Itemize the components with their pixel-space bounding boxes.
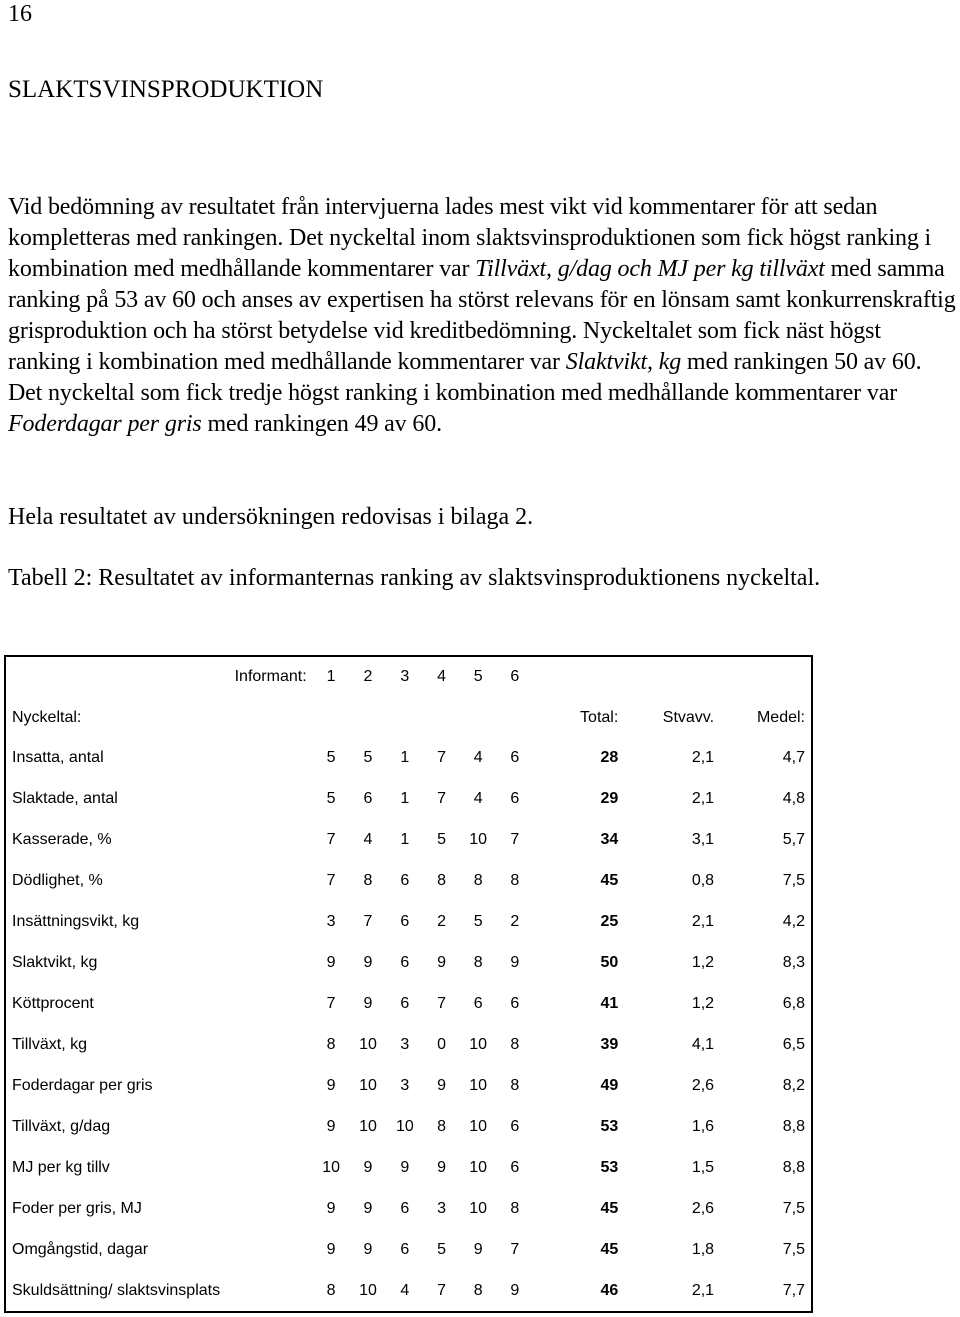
informant-score: 7 (326, 994, 336, 1012)
informant-score: 1 (400, 830, 410, 848)
total-value: 46 (600, 1281, 619, 1299)
informant-score: 9 (437, 1158, 446, 1176)
informant-score: 3 (326, 912, 336, 930)
ranking-table (4, 655, 813, 1311)
total-value: 45 (600, 871, 619, 889)
nyckeltal-name: Köttprocent (12, 994, 94, 1012)
medel-value: 7,7 (782, 1281, 805, 1299)
informant-score: 10 (469, 1158, 488, 1176)
stavv-value: 0,8 (691, 871, 715, 889)
informant-score: 6 (473, 994, 483, 1012)
total-value: 45 (600, 1199, 619, 1217)
informant-score: 9 (473, 1240, 483, 1258)
column-header-row (4, 699, 813, 737)
informant-score: 6 (510, 1158, 520, 1176)
informant-score: 5 (437, 830, 446, 848)
informant-score: 9 (437, 1076, 446, 1094)
informant-score: 4 (473, 748, 483, 766)
stavv-value: 1,6 (691, 1117, 715, 1135)
informant-score: 5 (437, 1240, 446, 1258)
informant-score: 7 (510, 1240, 520, 1258)
informant-score: 8 (473, 1281, 483, 1299)
informant-score: 4 (473, 789, 483, 807)
informant-score: 0 (437, 1035, 446, 1053)
stavv-value: 1,8 (691, 1240, 715, 1258)
table-row (4, 778, 813, 819)
informant-score: 6 (363, 789, 373, 807)
medel-value: 7,5 (782, 871, 805, 889)
informant-score: 10 (469, 1035, 488, 1053)
empty-cell (533, 655, 624, 699)
nyckeltal-name: Foder per gris, MJ (12, 1199, 142, 1217)
medel-value: 7,5 (782, 1199, 805, 1217)
empty-cell (313, 699, 350, 737)
nyckeltal-name: Insatta, antal (12, 748, 104, 766)
stavv-value: 3,1 (691, 830, 715, 848)
medel-value: 8,8 (782, 1158, 805, 1176)
informant-score: 10 (469, 830, 488, 848)
empty-cell (460, 699, 497, 737)
informant-score: 10 (359, 1076, 377, 1094)
informant-score: 5 (326, 789, 336, 807)
table-row (4, 1147, 813, 1188)
nyckeltal-name: Insättningsvikt, kg (12, 912, 140, 930)
paragraph-text-4: med rankingen 49 av 60. (201, 411, 442, 437)
total-header: Total: (580, 709, 619, 726)
stavv-value: 4,1 (691, 1035, 715, 1053)
informant-score: 6 (400, 953, 410, 971)
total-value: 45 (600, 1240, 619, 1258)
informant-label: Informant: (234, 668, 307, 685)
nyckeltal-name: Foderdagar per gris (12, 1076, 153, 1094)
informant-score: 10 (469, 1117, 488, 1135)
informant-score: 7 (437, 789, 446, 807)
informant-score: 7 (363, 912, 373, 930)
informant-score: 6 (400, 994, 410, 1012)
table-row (4, 1106, 813, 1147)
table-row (4, 901, 813, 942)
informant-header-row (4, 655, 813, 699)
medel-header: Medel: (756, 709, 805, 726)
informant-score: 9 (363, 994, 373, 1012)
informant-score: 4 (400, 1281, 410, 1299)
medel-value: 4,2 (782, 912, 805, 930)
informant-score: 10 (359, 1281, 377, 1299)
table-row (4, 860, 813, 901)
informant-3: 3 (400, 668, 410, 685)
informant-score: 6 (400, 871, 410, 889)
informant-score: 8 (326, 1281, 336, 1299)
informant-score: 6 (510, 748, 520, 766)
informant-score: 4 (363, 830, 373, 848)
informant-score: 6 (510, 789, 520, 807)
total-value: 39 (600, 1035, 619, 1053)
informant-score: 2 (437, 912, 446, 930)
informant-score: 9 (326, 953, 336, 971)
empty-cell (386, 699, 423, 737)
stavv-header: Stvavv. (662, 709, 715, 726)
paragraph-text-3: med rankingen 50 av 60. Det nyckeltal som fick tredje högst ranking i kombination med medhållande kommentarer var (8, 349, 922, 406)
informant-6: 6 (510, 668, 520, 685)
informant-score: 8 (473, 953, 483, 971)
empty-cell (497, 699, 533, 737)
empty-cell (720, 655, 813, 699)
stavv-value: 1,2 (691, 953, 715, 971)
informant-score: 7 (326, 871, 336, 889)
informant-score: 8 (510, 871, 520, 889)
informant-score: 3 (437, 1199, 446, 1217)
informant-score: 9 (363, 1158, 373, 1176)
informant-score: 5 (326, 748, 336, 766)
nyckeltal-name: Tillväxt, kg (12, 1035, 87, 1053)
informant-2: 2 (363, 668, 373, 685)
total-value: 29 (600, 789, 619, 807)
emphasis-key-figure-1: Tillväxt, g/dag och MJ per kg tillväxt (475, 256, 825, 282)
total-value: 50 (600, 953, 619, 971)
informant-score: 8 (473, 871, 483, 889)
medel-value: 8,8 (782, 1117, 805, 1135)
informant-score: 10 (469, 1199, 488, 1217)
total-value: 49 (600, 1076, 619, 1094)
informant-score: 1 (400, 748, 410, 766)
medel-value: 6,8 (782, 994, 805, 1012)
informant-4: 4 (437, 668, 446, 685)
informant-score: 9 (363, 953, 373, 971)
informant-score: 8 (510, 1076, 520, 1094)
informant-score: 10 (395, 1117, 414, 1135)
total-value: 53 (600, 1158, 619, 1176)
stavv-value: 2,1 (691, 1281, 715, 1299)
informant-score: 9 (400, 1158, 410, 1176)
informant-score: 9 (326, 1199, 336, 1217)
informant-score: 9 (326, 1117, 336, 1135)
informant-5: 5 (473, 668, 483, 685)
nyckeltal-name: Slaktvikt, kg (12, 953, 98, 971)
informant-1: 1 (326, 668, 336, 685)
table-row (4, 737, 813, 778)
nyckeltal-name: MJ per kg tillv (12, 1158, 110, 1176)
section-heading: SLAKTSVINSPRODUKTION (8, 76, 324, 103)
total-value: 41 (600, 994, 619, 1012)
informant-score: 6 (400, 1240, 410, 1258)
informant-score: 10 (469, 1076, 488, 1094)
empty-cell (624, 655, 720, 699)
medel-value: 5,7 (782, 830, 805, 848)
table-caption: Tabell 2: Resultatet av informanternas ranking av slaktsvinsproduktionens nyckeltal. (8, 565, 821, 591)
ranking-table-body (4, 655, 813, 1311)
total-value: 25 (600, 912, 619, 930)
table-row (4, 819, 813, 860)
informant-score: 2 (510, 912, 520, 930)
informant-score: 9 (363, 1199, 373, 1217)
informant-score: 6 (400, 912, 410, 930)
paragraph-text-1: Vid bedömning av resultatet från intervjuerna lades mest vikt vid kommentarer för att sedan kompletteras med rankingen. Det nyckeltal inom slaktsvinsproduktionen som fick högst ranking i kombination med medhållande kommentarer var (8, 194, 932, 282)
medel-value: 8,3 (782, 953, 805, 971)
informant-score: 8 (363, 871, 373, 889)
informant-score: 7 (437, 1281, 446, 1299)
empty-cell (350, 699, 387, 737)
total-value: 28 (600, 748, 619, 766)
informant-score: 3 (400, 1076, 410, 1094)
informant-score: 6 (510, 994, 520, 1012)
informant-score: 7 (437, 748, 446, 766)
medel-value: 7,5 (782, 1240, 805, 1258)
page-number: 16 (8, 1, 32, 27)
stavv-value: 2,1 (691, 748, 715, 766)
informant-score: 1 (400, 789, 410, 807)
medel-value: 4,8 (782, 789, 805, 807)
informant-score: 10 (322, 1158, 340, 1176)
table-row (4, 1188, 813, 1229)
informant-score: 8 (510, 1035, 520, 1053)
informant-score: 8 (437, 1117, 446, 1135)
informant-score: 9 (510, 1281, 520, 1299)
emphasis-key-figure-3: Foderdagar per gris (8, 411, 202, 437)
informant-score: 6 (510, 1117, 520, 1135)
stavv-value: 1,5 (691, 1158, 715, 1176)
table-row (4, 983, 813, 1024)
result-note: Hela resultatet av undersökningen redovisas i bilaga 2. (8, 504, 534, 530)
informant-score: 7 (326, 830, 336, 848)
table-row (4, 942, 813, 983)
informant-score: 8 (510, 1199, 520, 1217)
informant-score: 8 (326, 1035, 336, 1053)
informant-score: 3 (400, 1035, 410, 1053)
total-value: 34 (600, 830, 619, 848)
informant-score: 7 (510, 830, 520, 848)
informant-score: 5 (473, 912, 483, 930)
nyckeltal-header: Nyckeltal: (12, 709, 82, 726)
informant-score: 10 (359, 1035, 377, 1053)
informant-score: 9 (326, 1240, 336, 1258)
nyckeltal-name: Omgångstid, dagar (12, 1240, 149, 1258)
table-row (4, 1024, 813, 1065)
stavv-value: 1,2 (691, 994, 715, 1012)
informant-score: 6 (400, 1199, 410, 1217)
informant-score: 9 (437, 953, 446, 971)
nyckeltal-name: Slaktade, antal (12, 789, 118, 807)
body-paragraph (8, 192, 958, 440)
stavv-value: 2,6 (691, 1199, 715, 1217)
nyckeltal-name: Dödlighet, % (12, 871, 103, 889)
stavv-value: 2,1 (691, 912, 715, 930)
paragraph-text-2: med samma ranking på 53 av 60 och anses av expertisen ha störst relevans för en lönsam samt konkurrenskraftig grisproduktion och ha störst betydelse vid kreditbedömning. Nyckeltalet som fick näst högst ranking i kombination med medhållande kommentarer var (8, 256, 956, 375)
stavv-value: 2,1 (691, 789, 715, 807)
table-row (4, 1229, 813, 1270)
medel-value: 6,5 (782, 1035, 805, 1053)
informant-score: 10 (359, 1117, 377, 1135)
total-value: 53 (600, 1117, 619, 1135)
nyckeltal-name: Kasserade, % (12, 830, 112, 848)
stavv-value: 2,6 (691, 1076, 715, 1094)
nyckeltal-name: Skuldsättning/ slaktsvinsplats (12, 1281, 221, 1299)
informant-score: 9 (363, 1240, 373, 1258)
informant-score: 5 (363, 748, 373, 766)
table-row (4, 1270, 813, 1311)
informant-score: 9 (326, 1076, 336, 1094)
emphasis-key-figure-2: Slaktvikt, kg (565, 349, 682, 375)
informant-score: 8 (437, 871, 446, 889)
medel-value: 8,2 (782, 1076, 805, 1094)
table-row (4, 1065, 813, 1106)
informant-score: 7 (437, 994, 446, 1012)
medel-value: 4,7 (782, 748, 805, 766)
empty-cell (423, 699, 459, 737)
informant-score: 9 (510, 953, 520, 971)
nyckeltal-name: Tillväxt, g/dag (12, 1117, 111, 1135)
